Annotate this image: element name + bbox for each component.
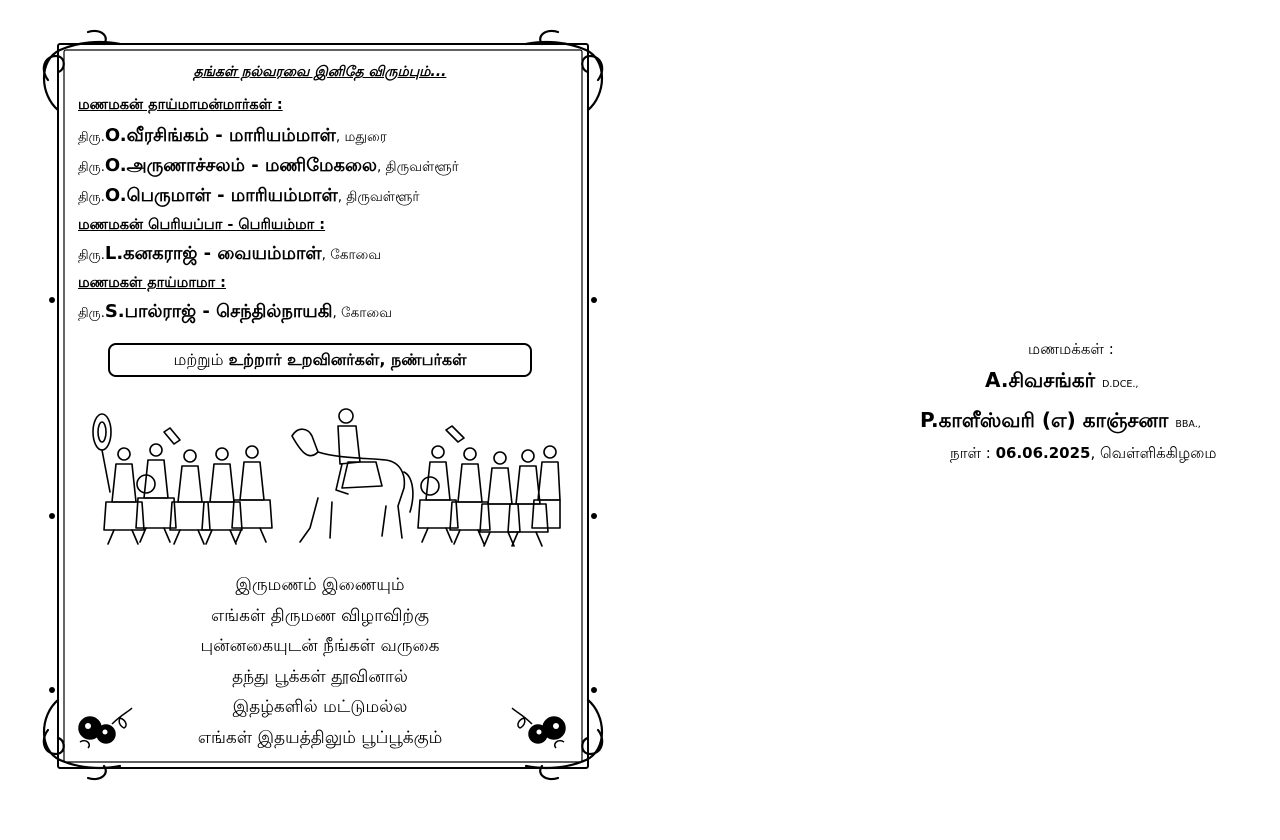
relative-names: S.பால்ராஜ் - செந்தில்நாயகி	[104, 301, 333, 322]
others-text: உற்றார் உறவினர்கள், நண்பர்கள்	[228, 349, 467, 369]
day-name: , வெள்ளிக்கிழமை	[1090, 444, 1217, 462]
relative-line	[78, 125, 387, 148]
poem-line: புன்னகையுடன் நீங்கள் வருகை	[200, 636, 440, 656]
poem-line: இருமணம் இணையும்	[235, 575, 405, 595]
relative-line	[78, 155, 459, 178]
groom-line	[985, 368, 1138, 395]
relative-place: , மதுரை	[335, 129, 387, 145]
groom-name: A.சிவசங்கர்	[985, 368, 1096, 392]
date-label: நாள் :	[950, 444, 996, 462]
poem-line: தந்து பூக்கள் தூவினால்	[232, 666, 408, 687]
relatives-and-friends-box	[108, 343, 532, 377]
poem-line: எங்கள் இதயத்திலும் பூப்பூக்கும்	[197, 727, 443, 748]
date-line	[950, 444, 1216, 464]
greeting-text: தங்கள் நல்வரவை இனிதே விரும்பும்...	[193, 64, 447, 80]
relative-place: , திருவள்ளூர்	[337, 189, 420, 205]
relative-names: O.வீரசிங்கம் - மாரியம்மாள்	[104, 125, 336, 146]
relative-line	[78, 243, 381, 266]
title-prefix: திரு.	[78, 130, 105, 145]
section-heading-paternal-uncle: மணமகன் பெரியப்பா - பெரியம்மா :	[78, 217, 326, 233]
groom-qualification: D.DCE.,	[1102, 379, 1139, 390]
poem-line: இதழ்களில் மட்டுமல்ல	[232, 697, 408, 717]
date-value: 06.06.2025	[995, 444, 1091, 462]
relative-line	[78, 301, 392, 324]
flower-ornament	[72, 704, 136, 750]
couple-label: மணமக்கள் :	[1028, 340, 1114, 358]
poem-line: எங்கள் திருமண விழாவிற்கு	[211, 605, 429, 626]
title-prefix: திரு.	[78, 248, 105, 263]
bride-name: P.காளீஸ்வரி (எ) காஞ்சனா	[920, 408, 1169, 432]
relative-place: , கோவை	[332, 305, 393, 321]
title-prefix: திரு.	[78, 190, 105, 205]
relative-names: L.கனகராஜ் - வையம்மாள்	[104, 243, 322, 264]
relative-place: , திருவள்ளூர்	[376, 159, 459, 175]
invitation-poem	[170, 570, 470, 753]
relative-line	[78, 185, 419, 208]
section-heading-bride-uncle: மணமகள் தாய்மாமா :	[78, 275, 226, 291]
title-prefix: திரு.	[78, 160, 105, 175]
relative-names: O.அருணாச்சலம் - மணிமேகலை	[104, 155, 377, 176]
flower-ornament	[508, 704, 572, 750]
others-prefix: மற்றும்	[173, 349, 224, 369]
bride-qualification: BBA.,	[1175, 419, 1201, 430]
relative-names: O.பெருமாள் - மாரியம்மாள்	[104, 185, 338, 206]
section-heading-maternal-uncles: மணமகன் தாய்மாமன்மார்கள் :	[78, 97, 283, 113]
bride-line	[920, 408, 1201, 435]
wedding-procession-illustration	[86, 402, 562, 560]
title-prefix: திரு.	[78, 306, 105, 321]
relative-place: , கோவை	[321, 247, 382, 263]
